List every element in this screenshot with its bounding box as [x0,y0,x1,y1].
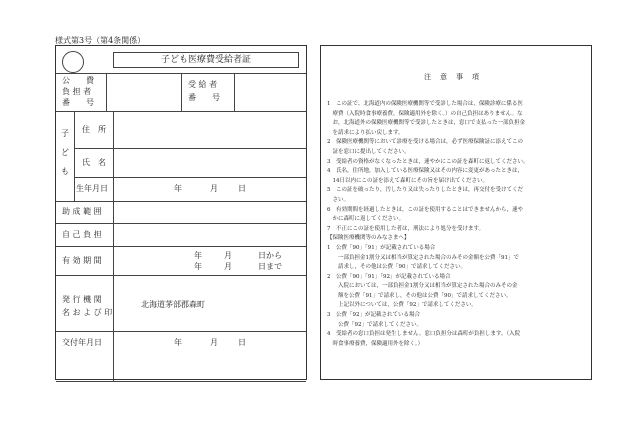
child-char-2: ど [61,148,69,157]
note-line: 4 氏名，住所地，加入している医療保険又はその内容に変更があったときは， [327,168,523,175]
kouhi-label-3: 番 号 [62,98,94,107]
note-line: 一部負担金1割分又は相当が算定された場合のみその金額を公費「91」で [327,254,520,261]
certificate-title: 子ども医療費受給者証 [113,52,299,68]
hakko-value: 北海道茅部郡森町 [141,300,205,309]
note-line: 7 不正にこの証を使用した者は，刑法により処分を受けます。 [327,225,485,232]
hakko-label-1: 発 行 機 関 [62,295,102,304]
note-line: さい。 [327,196,350,203]
note-line: 証を窓口に提出してください。 [327,148,410,155]
child-char-3: も [61,167,69,176]
note-line: 4 受給者の窓口負担は発生しません。窓口負担分は森町が負担します。（入院 [327,331,521,338]
note-line: 2 保険医療機関等において診療を受ける場合は，必ず医療保険証に添えてこの [327,139,524,146]
dob-label: 生年月日 [76,184,108,193]
kofu-month: 月 [210,338,218,347]
note-line: 3 受給者の資格がなくなったときは，速やかにこの証を森町に返してください。 [327,158,529,165]
address-label: 住 所 [82,125,106,134]
josei-label: 助 成 範 囲 [62,207,102,216]
hakko-label-2: 名 お よ び 印 [62,308,113,317]
jiko-label: 自 己 負 担 [62,230,102,239]
kouhi-label-1: 公 費 [62,76,94,85]
note-line: 【保険医療機関等のみなさまへ】 [327,235,410,242]
note-line: お，北海道外の保険医療機関等で受診したときは，窓口で支払った一部負担金 [327,120,526,127]
dob-day: 日 [238,184,246,193]
form-number: 様式第3号（第4条関係） [55,36,146,45]
note-line: を請求により払い戻します。 [327,129,404,136]
note-line: 6 有効期間を経過したときは，この証を使用することはできませんから，速や [327,206,524,213]
yuko-from-year: 年 [194,251,202,260]
note-line: 入院においては，一部負担金1割分又は相当が算定された場合のみその金 [327,283,518,290]
yuko-to-month: 月 [224,262,232,271]
certificate-back [320,45,592,380]
note-line: 上記以外については，公費「92」で請求してください。 [327,302,477,309]
yuko-to-suffix: 日まで [258,262,282,271]
note-line: 額を公費「91」で請求し，その他は公費「90」で請求してください。 [327,292,512,299]
note-line: かに森町に返してください。 [327,216,405,223]
dob-year: 年 [174,184,182,193]
note-line: 5 この証を破ったり，汚したり又は失ったりしたときは，再交付を受けてくだ [327,187,524,194]
note-line: 1 この証で、北海道内の保険医療機関等で受診した場合は，保険診療に係る医 [327,101,523,107]
notes-title: 注意事項 [424,73,488,81]
kofu-label: 交付年月日 [62,338,102,347]
note-line: 3 公費「92」が記載されている場合 [327,312,420,319]
notes-list [327,100,587,349]
note-line: 14日以内にこの証を添えて森町にその旨を届け出てください。 [327,177,489,184]
note-line: 1 公費「90」「91」が記載されている場合 [327,244,436,251]
stamp-circle [62,51,84,73]
note-line: 2 公費「90」「91」「92」が記載されている場合 [327,273,451,280]
dob-month: 月 [210,184,218,193]
note-line: 請求し，その他は公費「90」で請求してください。 [327,264,467,271]
child-char-1: 子 [61,129,69,138]
note-line: 公費「92」で請求してください。 [327,321,422,328]
kouhi-label-2: 負 担 者 [62,87,92,96]
name-label: 氏 名 [82,158,106,167]
yuko-from-month: 月 [224,251,232,260]
certificate-front [55,45,307,380]
yuko-from-suffix: 日から [258,251,282,260]
kofu-year: 年 [174,338,182,347]
yuko-to-year: 年 [194,262,202,271]
note-line: 療費（入院時食事療養費，保険適用外を除く。）の自己負担はありません。な [327,110,523,117]
jukyusha-label-1: 受 給 者 [188,80,218,89]
jukyusha-label-2: 番 号 [188,93,220,102]
note-line: 時食事療養費，保険適用外を除く。） [327,340,424,347]
yuko-label: 有 効 期 間 [62,256,102,265]
kofu-day: 日 [238,338,246,347]
